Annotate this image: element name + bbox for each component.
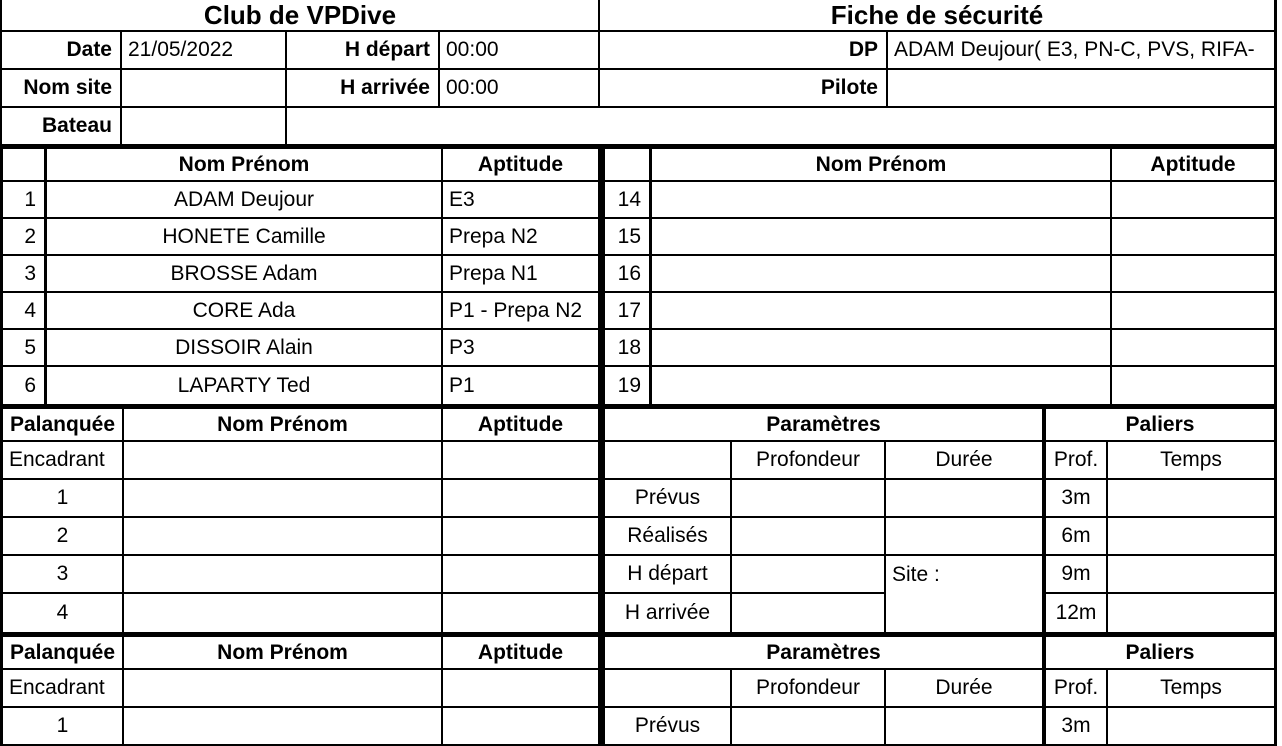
roster-name-cell[interactable]: [652, 293, 1112, 330]
palanquee-name-cell[interactable]: [124, 594, 443, 632]
palanquee-num-cell: 2: [0, 518, 124, 556]
roster-num-cell: 17: [600, 293, 652, 330]
roster-row: [0, 219, 1277, 256]
param-corner-cell: [600, 670, 732, 708]
roster-right-aptitude-header: Aptitude: [1112, 149, 1277, 182]
palanquee-row: [0, 518, 1277, 556]
roster-num-cell: 6: [0, 367, 47, 404]
roster-left-name-header: Nom Prénom: [47, 149, 443, 182]
roster-num-cell: 16: [600, 256, 652, 293]
h-depart-value-cell[interactable]: 00:00: [440, 32, 600, 70]
roster-right-num-header-cell: [600, 149, 652, 182]
param-label-cell: Prévus: [600, 480, 732, 518]
roster-aptitude-cell[interactable]: P1 - Prepa N2: [443, 293, 600, 330]
palier-temps-cell[interactable]: [1108, 594, 1277, 632]
palanquee-aptitude-cell[interactable]: [443, 442, 600, 480]
date-label-cell: Date: [0, 32, 122, 70]
roster-row: [0, 256, 1277, 293]
prof-header-cell: Prof.: [1046, 670, 1108, 708]
date-value-cell[interactable]: 21/05/2022: [122, 32, 287, 70]
roster-row: [0, 330, 1277, 367]
palanquee-header-cell: Palanquée: [0, 637, 124, 670]
bateau-value-cell[interactable]: [122, 108, 287, 144]
title-row: [0, 0, 1277, 32]
roster-row: [0, 293, 1277, 330]
duree-header-cell: Durée: [886, 670, 1046, 708]
palanquee-name-cell[interactable]: [124, 518, 443, 556]
club-title: Club de VPDive: [0, 0, 600, 32]
palanquee-num-cell: 1: [0, 480, 124, 518]
nom-site-label-cell: Nom site: [0, 70, 122, 108]
roster-aptitude-cell[interactable]: [1112, 367, 1277, 404]
roster-name-cell[interactable]: [652, 256, 1112, 293]
param-corner-cell: [600, 442, 732, 480]
bateau-merged-cell[interactable]: [287, 108, 1277, 144]
palier-temps-cell[interactable]: [1108, 708, 1277, 746]
roster-left-num-header-cell: [0, 149, 47, 182]
param-label-cell: H arrivée: [600, 594, 732, 632]
encadrant-label-cell: Encadrant: [0, 442, 124, 480]
palier-temps-cell[interactable]: [1108, 518, 1277, 556]
palier-temps-cell[interactable]: [1108, 556, 1277, 594]
roster-num-cell: 1: [0, 182, 47, 219]
palanquee-name-cell[interactable]: [124, 556, 443, 594]
roster-name-cell[interactable]: [652, 182, 1112, 219]
parametres-header-cell: Paramètres: [600, 637, 1046, 670]
param-duree-cell[interactable]: [886, 518, 1046, 556]
roster-num-cell: 2: [0, 219, 47, 256]
paliers-header-cell: Paliers: [1046, 637, 1277, 670]
dp-value-cell[interactable]: ADAM Deujour( E3, PN-C, PVS, RIFA-: [888, 32, 1277, 70]
param-duree-cell[interactable]: [886, 708, 1046, 746]
roster-aptitude-cell[interactable]: Prepa N2: [443, 219, 600, 256]
h-arrivee-label-cell: H arrivée: [287, 70, 440, 108]
palier-prof-cell: 12m: [1046, 594, 1108, 632]
palanquee-header-row: [0, 637, 1277, 670]
roster-row: [0, 367, 1277, 404]
roster-aptitude-cell[interactable]: P1: [443, 367, 600, 404]
site-cell[interactable]: Site :: [886, 556, 1046, 594]
param-profondeur-cell[interactable]: [732, 518, 886, 556]
palanquee-row: [0, 708, 1277, 746]
palanquee-aptitude-header: Aptitude: [443, 637, 600, 670]
temps-header-cell: Temps: [1108, 442, 1277, 480]
roster-name-cell[interactable]: BROSSE Adam: [47, 256, 443, 293]
roster-name-cell[interactable]: LAPARTY Ted: [47, 367, 443, 404]
roster-num-cell: 19: [600, 367, 652, 404]
palanquee-name-cell[interactable]: [124, 708, 443, 746]
prof-header-cell: Prof.: [1046, 442, 1108, 480]
roster-header-row: [0, 149, 1277, 182]
palanquee-name-cell[interactable]: [124, 480, 443, 518]
roster-num-cell: 15: [600, 219, 652, 256]
roster-num-cell: 5: [0, 330, 47, 367]
roster-aptitude-cell[interactable]: P3: [443, 330, 600, 367]
roster-name-cell[interactable]: CORE Ada: [47, 293, 443, 330]
roster-num-cell: 18: [600, 330, 652, 367]
encadrant-row: [0, 442, 1277, 480]
palanquee-name-header: Nom Prénom: [124, 637, 443, 670]
param-duree-cell[interactable]: [886, 594, 1046, 632]
roster-name-cell[interactable]: ADAM Deujour: [47, 182, 443, 219]
roster-num-cell: 4: [0, 293, 47, 330]
palier-prof-cell: 3m: [1046, 480, 1108, 518]
palanquee-aptitude-cell[interactable]: [443, 518, 600, 556]
palanquee-header-cell: Palanquée: [0, 409, 124, 442]
param-label-cell: Réalisés: [600, 518, 732, 556]
roster-aptitude-cell[interactable]: [1112, 182, 1277, 219]
roster-num-cell: 14: [600, 182, 652, 219]
roster-name-cell[interactable]: HONETE Camille: [47, 219, 443, 256]
roster-aptitude-cell[interactable]: [1112, 330, 1277, 367]
palanquee-aptitude-header: Aptitude: [443, 409, 600, 442]
h-arrivee-value-cell[interactable]: 00:00: [440, 70, 600, 108]
temps-header-cell: Temps: [1108, 670, 1277, 708]
roster-aptitude-cell[interactable]: Prepa N1: [443, 256, 600, 293]
duree-header-cell: Durée: [886, 442, 1046, 480]
date-row: [0, 32, 1277, 70]
palanquee-name-header: Nom Prénom: [124, 409, 443, 442]
palanquee-header-row: [0, 409, 1277, 442]
roster-aptitude-cell[interactable]: E3: [443, 182, 600, 219]
encadrant-row: [0, 670, 1277, 708]
parametres-header-cell: Paramètres: [600, 409, 1046, 442]
palanquee-num-cell: 4: [0, 594, 124, 632]
param-profondeur-cell[interactable]: [732, 594, 886, 632]
palanquee-row: [0, 594, 1277, 632]
palanquee-aptitude-cell[interactable]: [443, 594, 600, 632]
roster-row: [0, 182, 1277, 219]
h-depart-label-cell: H départ: [287, 32, 440, 70]
roster-aptitude-cell[interactable]: [1112, 219, 1277, 256]
roster-name-cell[interactable]: [652, 330, 1112, 367]
palanquee-row: [0, 556, 1277, 594]
param-duree-cell[interactable]: [886, 480, 1046, 518]
palier-prof-cell: 3m: [1046, 708, 1108, 746]
param-profondeur-cell[interactable]: [732, 480, 886, 518]
palier-prof-cell: 9m: [1046, 556, 1108, 594]
bateau-label-cell: Bateau: [0, 108, 122, 144]
paliers-header-cell: Paliers: [1046, 409, 1277, 442]
pilote-value-cell[interactable]: [888, 70, 1277, 108]
nom-site-value-cell[interactable]: [122, 70, 287, 108]
param-profondeur-cell[interactable]: [732, 708, 886, 746]
roster-left-aptitude-header: Aptitude: [443, 149, 600, 182]
palier-temps-cell[interactable]: [1108, 480, 1277, 518]
profondeur-header-cell: Profondeur: [732, 670, 886, 708]
roster-name-cell[interactable]: [652, 367, 1112, 404]
param-label-cell: H départ: [600, 556, 732, 594]
site-row: [0, 70, 1277, 108]
roster-num-cell: 3: [0, 256, 47, 293]
roster-name-cell[interactable]: DISSOIR Alain: [47, 330, 443, 367]
param-label-cell: Prévus: [600, 708, 732, 746]
profondeur-header-cell: Profondeur: [732, 442, 886, 480]
sheet-title: Fiche de sécurité: [600, 0, 1277, 32]
param-profondeur-cell[interactable]: [732, 556, 886, 594]
roster-name-cell[interactable]: [652, 219, 1112, 256]
palanquee-aptitude-cell[interactable]: [443, 708, 600, 746]
pilote-label-cell: Pilote: [600, 70, 888, 108]
palanquee-num-cell: 3: [0, 556, 124, 594]
roster-aptitude-cell[interactable]: [1112, 256, 1277, 293]
palanquee-row: [0, 480, 1277, 518]
palanquee-num-cell: 1: [0, 708, 124, 746]
roster-aptitude-cell[interactable]: [1112, 293, 1277, 330]
palier-prof-cell: 6m: [1046, 518, 1108, 556]
bateau-row: [0, 108, 1277, 144]
palanquee-name-cell[interactable]: [124, 670, 443, 708]
encadrant-label-cell: Encadrant: [0, 670, 124, 708]
palanquee-aptitude-cell[interactable]: [443, 480, 600, 518]
palanquee-aptitude-cell[interactable]: [443, 556, 600, 594]
roster-right-name-header: Nom Prénom: [652, 149, 1112, 182]
dp-label-cell: DP: [600, 32, 888, 70]
palanquee-name-cell[interactable]: [124, 442, 443, 480]
palanquee-aptitude-cell[interactable]: [443, 670, 600, 708]
